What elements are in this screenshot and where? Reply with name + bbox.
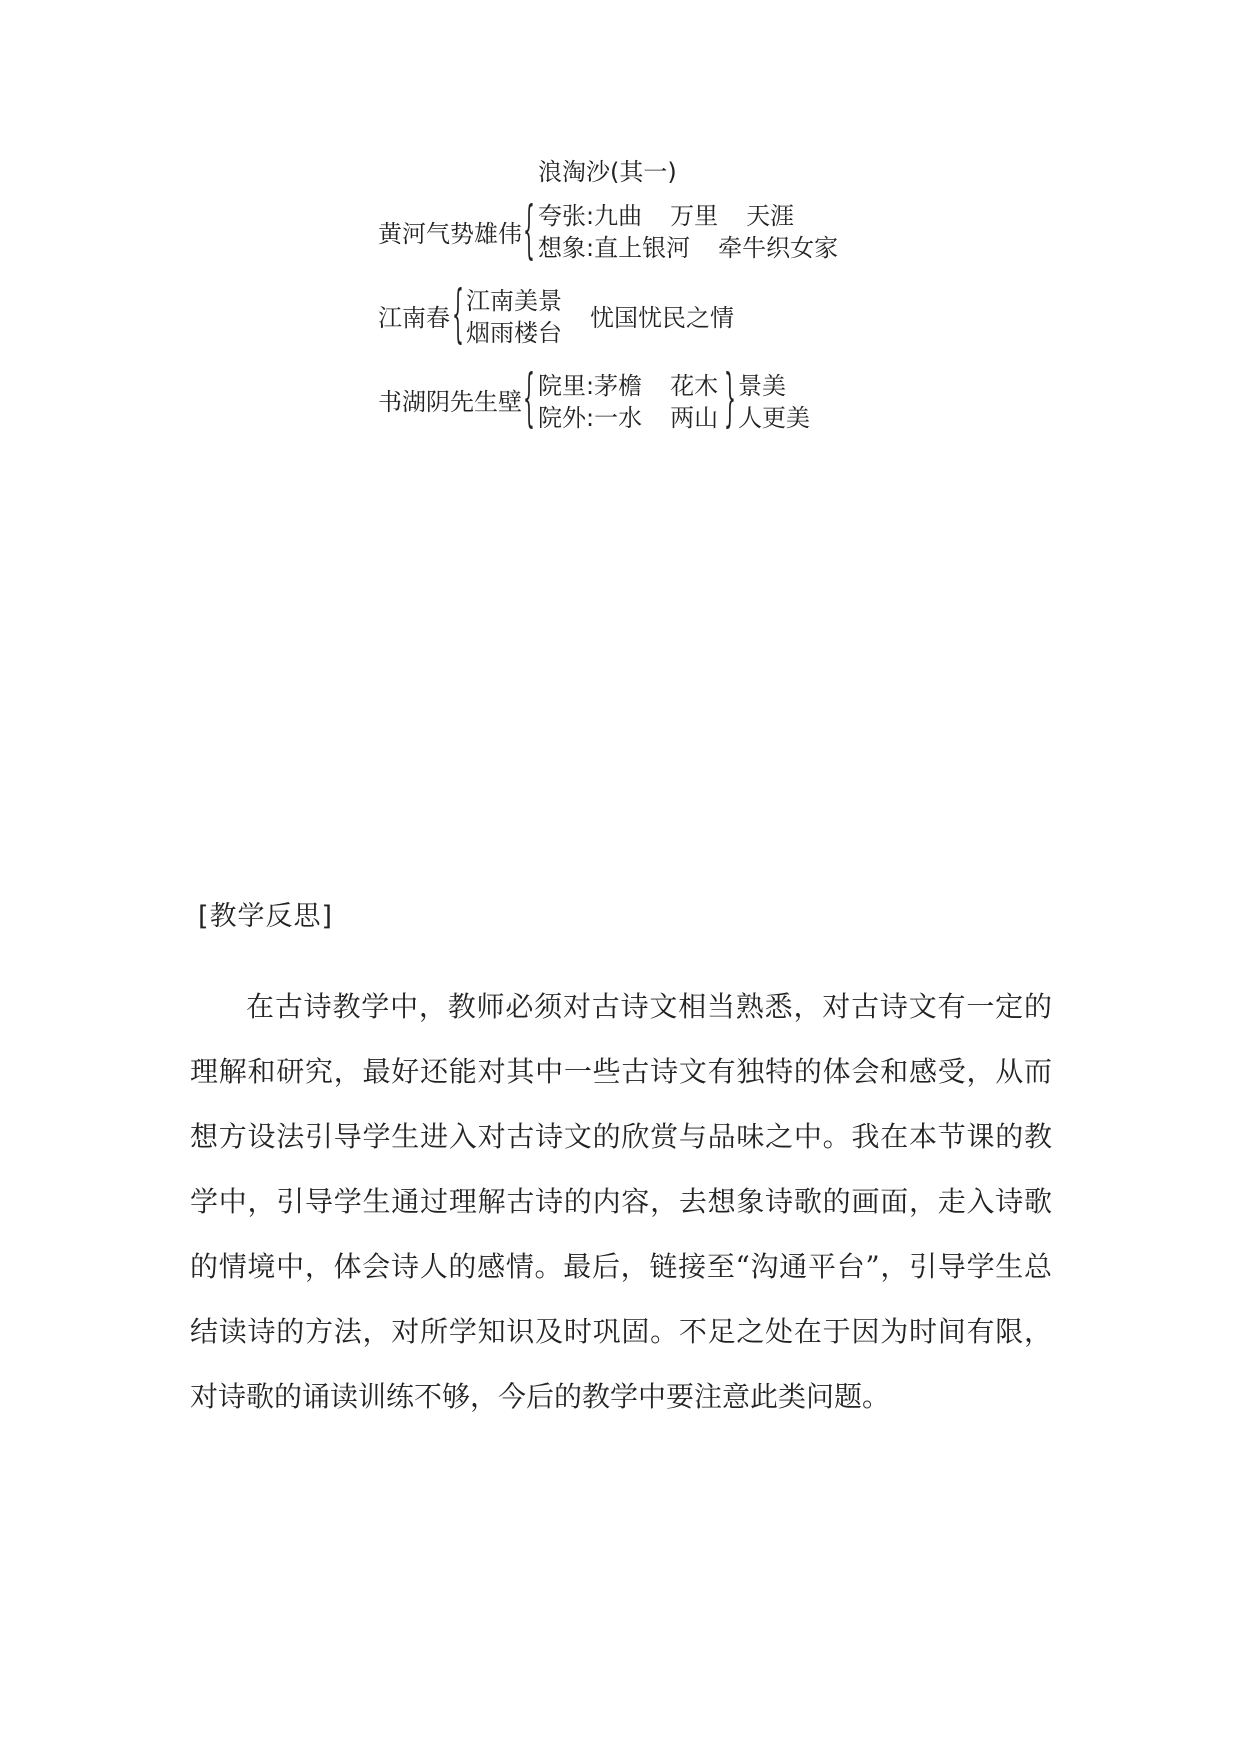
branch-courtyard-outside (538, 402, 718, 434)
section2-branch: 烟雨楼台 (466, 319, 562, 347)
branch-item: 一水 (594, 404, 643, 432)
right-brace: } (724, 361, 736, 436)
branch-exaggeration (538, 200, 794, 232)
branch-item: 直上银河 (594, 234, 691, 262)
left-brace: { (523, 361, 535, 436)
left-brace: { (452, 277, 464, 352)
branch-label: 院外: (538, 404, 595, 432)
reflection-heading: [教学反思] (198, 901, 334, 932)
reflection-paragraph: 在古诗教学中，教师必须对古诗文相当熟悉，对古诗文有一定的理解和研究，最好还能对其中一些古诗文有独特的体会和感受，从而想方设法引导学生进入对古诗文的欣赏与品味之中。我在本节课的教学中，引导学生通过理解古诗的内容，去想象诗歌的画面，走入诗歌的情境中，体会诗人的感情。最后，链接至“沟通平台”，引导学生总结读诗的方法，对所学知识及时巩固。不足之处在于因为时间有限，对诗歌的诵读训练不够，今后的教学中要注意此类问题。 (190, 990, 1052, 1413)
section3-label: 书湖阴先生壁 (378, 388, 522, 416)
outline-title: 浪淘沙(其一) (538, 158, 677, 186)
branch-item: 茅檐 (594, 372, 643, 400)
branch-label: 院里: (538, 372, 595, 400)
section2-branch: 江南美景 (466, 287, 562, 315)
left-brace: { (523, 193, 535, 268)
branch-item: 万里 (670, 202, 719, 230)
branch-imagination (538, 232, 838, 264)
branch-label: 夸张: (538, 202, 595, 230)
section1-label: 黄河气势雄伟 (378, 220, 522, 248)
branch-item: 九曲 (594, 202, 643, 230)
branch-label: 想象: (538, 234, 595, 262)
section2-conclusion: 忧国忧民之情 (590, 304, 734, 332)
branch-item: 两山 (670, 404, 719, 432)
section2-label: 江南春 (378, 304, 450, 332)
branch-courtyard-inside (538, 370, 718, 402)
branch-item: 天涯 (746, 202, 795, 230)
branch-item: 牵牛织女家 (718, 234, 839, 262)
result-scenery: 景美 (738, 372, 786, 400)
branch-item: 花木 (670, 372, 719, 400)
result-people: 人更美 (738, 404, 810, 432)
